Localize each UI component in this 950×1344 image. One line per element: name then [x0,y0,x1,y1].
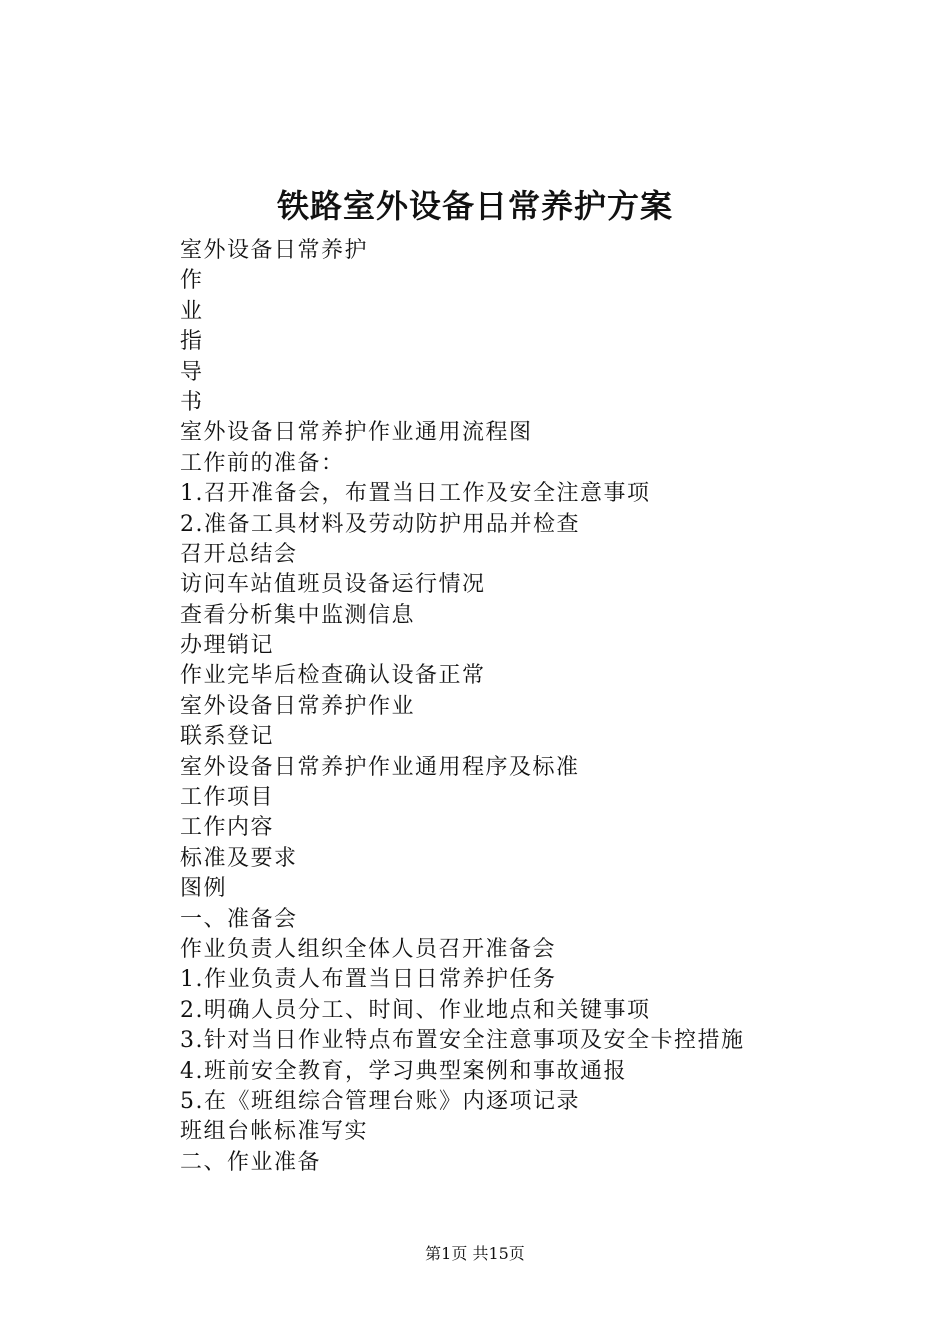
body-line: 室外设备日常养护作业通用程序及标准 [180,754,580,780]
body-line: 书 [180,389,204,415]
body-line: 召开总结会 [180,541,298,567]
document-title: 铁路室外设备日常养护方案 [276,187,673,225]
body-line: 2.准备工具材料及劳动防护用品并检查 [180,511,580,537]
body-line: 室外设备日常养护 [180,238,369,263]
body-line: 业 [180,298,204,324]
page-footer: 第1页 共15页 [425,1244,525,1263]
body-line: 作业完毕后检查确认设备正常 [180,663,486,689]
body-line: 1.召开准备会，布置当日工作及安全注意事项 [180,481,651,507]
body-line: 5.在《班组综合管理台账》内逐项记录 [180,1088,580,1114]
body-line: 工作内容 [180,815,275,841]
body-line: 1.作业负责人布置当日日常养护任务 [180,967,557,993]
body-line: 办理销记 [180,633,275,659]
body-line: 工作项目 [180,785,275,811]
body-line: 标准及要求 [180,845,298,871]
body-line: 2.明确人员分工、时间、作业地点和关键事项 [180,997,651,1023]
body-line: 4.班前安全教育，学习典型案例和事故通报 [180,1058,627,1084]
body-line: 访问车站值班员设备运行情况 [180,572,486,598]
body-line: 室外设备日常养护作业通用流程图 [180,420,533,446]
body-line: 室外设备日常养护作业 [180,693,416,719]
body-line: 指 [180,329,204,355]
body-line: 班组台帐标准写实 [180,1119,369,1145]
body-line: 作 [180,268,204,294]
body-line: 一、准备会 [180,906,298,932]
body-line: 导 [180,359,204,385]
body-line: 3.针对当日作业特点布置安全注意事项及安全卡控措施 [180,1028,745,1054]
document-body [180,236,880,1178]
body-line: 二、作业准备 [180,1149,322,1175]
body-line: 图例 [180,876,228,902]
body-line: 联系登记 [180,724,275,750]
body-line: 工作前的准备： [180,450,345,476]
body-line: 作业负责人组织全体人员召开准备会 [180,936,557,962]
body-line: 查看分析集中监测信息 [180,602,416,628]
